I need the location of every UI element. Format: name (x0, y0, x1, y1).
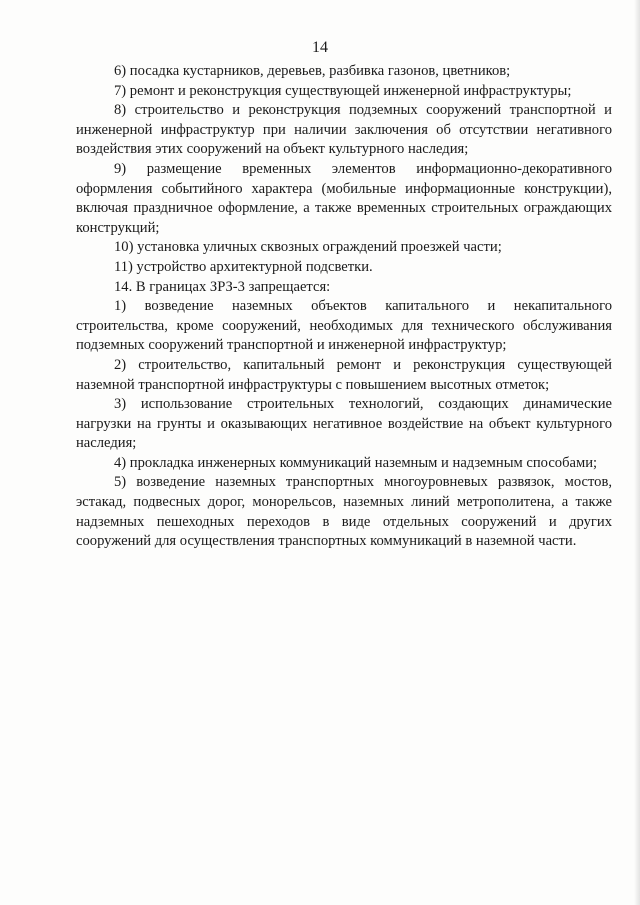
prohibition-item-5: 5) возведение наземных транспортных многоуровневых развязок, мостов, эстакад, подвесных дорог, монорельсов, наземных линий метрополитена, а также надземных пешеходных переходов в виде отдельных сооружений и других сооружений для осуществления транспортных коммуникаций в наземной части. (76, 474, 612, 550)
section-heading-zrz3: 14. В границах ЗРЗ-3 запрещается: (114, 278, 331, 295)
page-number: 14 (312, 39, 328, 56)
paragraph-item-9: 9) размещение временных элементов информационно-декоративного оформления событийного характера (мобильные информационные конструкции), включая праздничное оформление, а также временных строительных ограждающих конструкций; (76, 160, 612, 236)
paragraph-item-11: 11) устройство архитектурной подсветки. (114, 258, 373, 275)
paragraph-item-6: 6) посадка кустарников, деревьев, разбивка газонов, цветников; (114, 63, 511, 79)
paragraph-item-8: 8) строительство и реконструкция подземных сооружений транспортной и инженерной инфраструктур при наличии заключения об отсутствии негативного воздействия этих сооружений на объект культурного наследия; (76, 102, 612, 158)
paragraph-item-7: 7) ремонт и реконструкция существующей инженерной инфраструктуры; (114, 82, 572, 99)
prohibition-item-2: 2) строительство, капитальный ремонт и реконструкция существующей наземной транспортной инфраструктуры с повышением высотных отметок; (76, 356, 612, 393)
paragraph-item-10: 10) установка уличных сквозных ограждений проезжей части; (114, 239, 502, 256)
prohibition-item-4: 4) прокладка инженерных коммуникаций наземным и надземным способами; (114, 454, 598, 471)
page-edge-shadow (634, 0, 640, 905)
prohibition-item-3: 3) использование строительных технологий, создающих динамические нагрузки на грунты и оказывающих негативное воздействие на объект культурного наследия; (76, 396, 612, 452)
prohibition-item-1: 1) возведение наземных объектов капитального и некапитального строительства, кроме сооружений, необходимых для технического обслуживания подземных сооружений транспортной и инженерной инфраструктур; (76, 298, 612, 354)
document-body (76, 62, 612, 552)
